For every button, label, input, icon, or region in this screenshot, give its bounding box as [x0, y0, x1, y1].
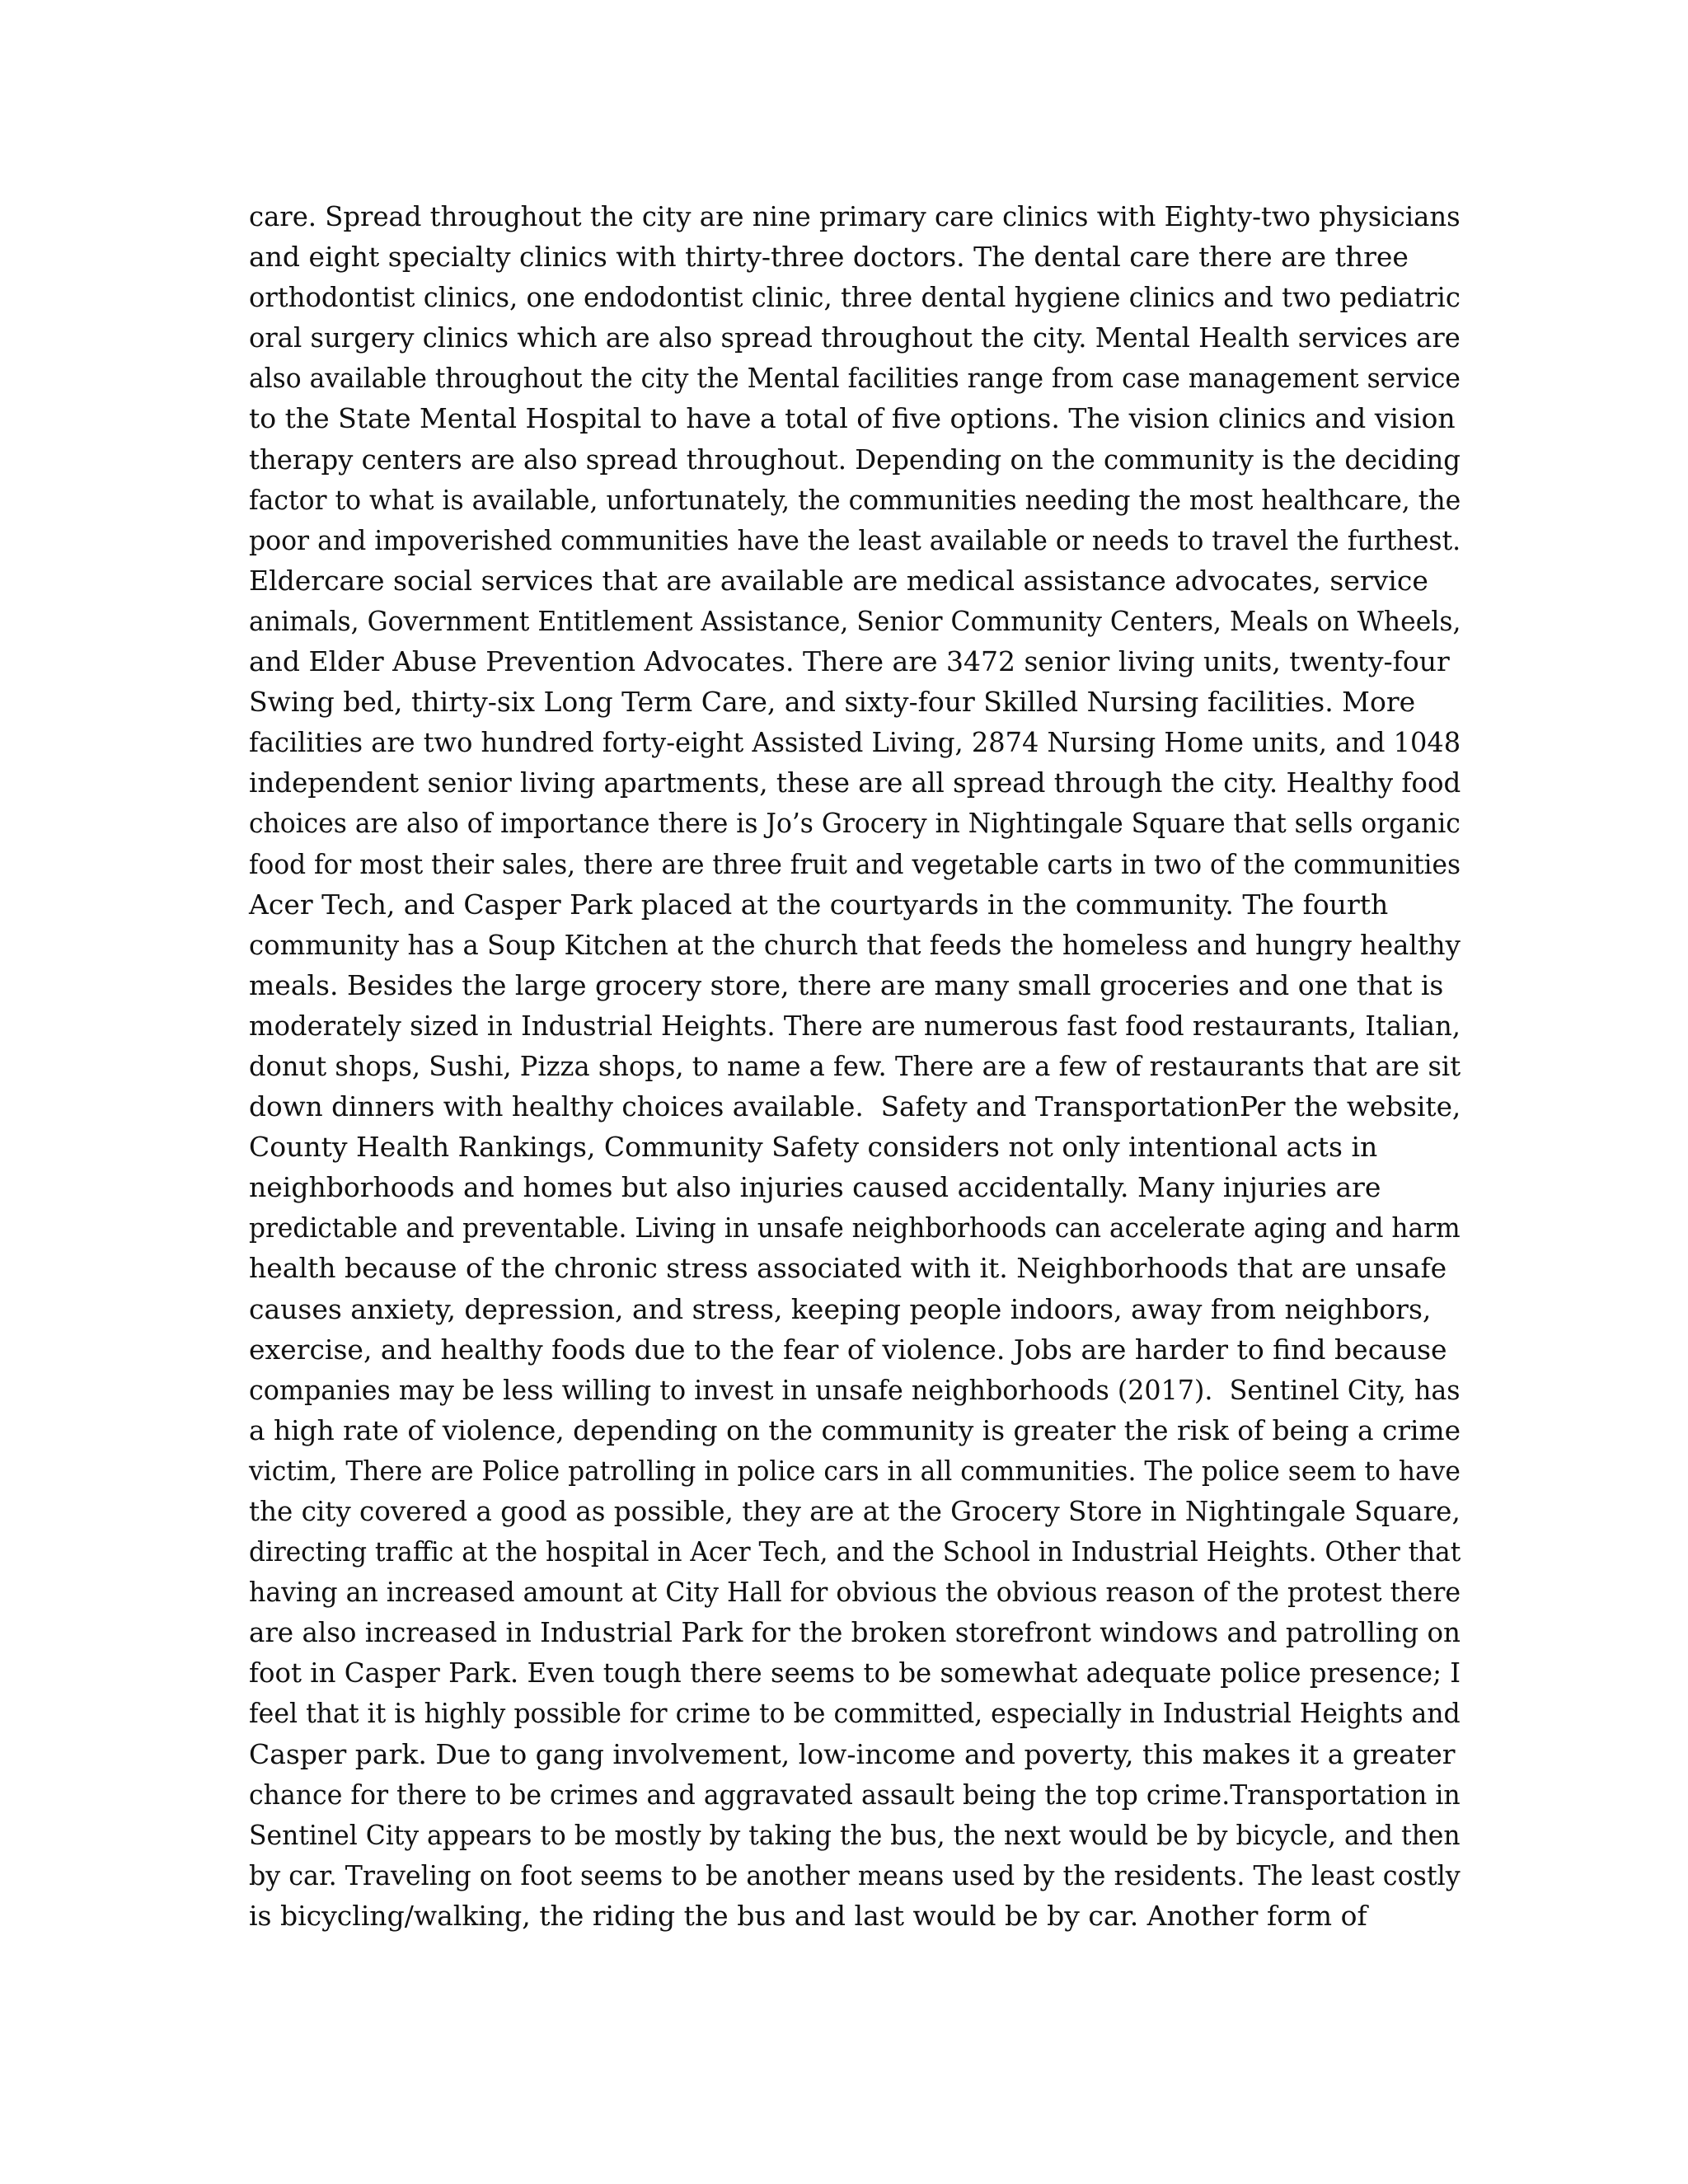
text-line: causes anxiety, depression, and stress, keeping people indoors, away from neighbors,: [249, 1292, 1432, 1325]
text-line: directing traffic at the hospital in Acer Tech, and the School in Industrial Heights. Other that: [249, 1535, 1461, 1568]
text-line: donut shops, Sushi, Pizza shops, to name a few. There are a few of restaurants that are sit: [249, 1049, 1461, 1082]
text-line: chance for there to be crimes and aggravated assault being the top crime.Transportation in: [249, 1778, 1461, 1811]
text-line: independent senior living apartments, these are all spread through the city. Healthy food: [249, 766, 1461, 799]
text-line: foot in Casper Park. Even tough there seems to be somewhat adequate police presence; I: [249, 1657, 1461, 1690]
text-line: are also increased in Industrial Park for the broken storefront windows and patrolling on: [249, 1616, 1461, 1649]
text-line: choices are also of importance there is Jo’s Grocery in Nightingale Square that sells organic: [249, 807, 1461, 840]
text-line: Sentinel City appears to be mostly by taking the bus, the next would be by bicycle, and then: [249, 1818, 1461, 1851]
text-line: oral surgery clinics which are also spread throughout the city. Mental Health services are: [249, 321, 1461, 354]
text-line: care. Spread throughout the city are nine primary care clinics with Eighty-two physicians: [249, 200, 1461, 232]
text-line: food for most their sales, there are three fruit and vegetable carts in two of the communities: [249, 847, 1461, 880]
text-line: therapy centers are also spread throughout. Depending on the community is the deciding: [249, 443, 1461, 476]
text-line: by car. Traveling on foot seems to be another means used by the residents. The least costly: [249, 1858, 1461, 1891]
text-line: factor to what is available, unfortunately, the communities needing the most healthcare, the: [249, 483, 1461, 516]
text-line: is bicycling/walking, the riding the bus and last would be by car. Another form of: [249, 1899, 1367, 1932]
text-line: meals. Besides the large grocery store, there are many small groceries and one that is: [249, 968, 1444, 1001]
text-line: down dinners with healthy choices available. Safety and TransportationPer the website,: [249, 1090, 1461, 1123]
text-line: orthodontist clinics, one endodontist clinic, three dental hygiene clinics and two pediatric: [249, 281, 1461, 314]
text-line: County Health Rankings, Community Safety considers not only intentional acts in: [249, 1131, 1378, 1164]
text-line: facilities are two hundred forty-eight Assisted Living, 2874 Nursing Home units, and 1048: [249, 726, 1461, 759]
text-line: to the State Mental Hospital to have a total of five options. The vision clinics and vision: [249, 402, 1456, 435]
text-line: victim, There are Police patrolling in police cars in all communities. The police seem to have: [249, 1454, 1461, 1487]
text-line: neighborhoods and homes but also injuries caused accidentally. Many injuries are: [249, 1171, 1381, 1204]
text-line: Acer Tech, and Casper Park placed at the courtyards in the community. The fourth: [249, 888, 1389, 921]
text-line: moderately sized in Industrial Heights. There are numerous fast food restaurants, Italian,: [249, 1009, 1461, 1042]
text-line: community has a Soup Kitchen at the church that feeds the homeless and hungry healthy: [249, 928, 1461, 961]
text-line: poor and impoverished communities have the least available or needs to travel the furthest.: [249, 523, 1461, 556]
text-line: health because of the chronic stress associated with it. Neighborhoods that are unsafe: [249, 1252, 1447, 1285]
text-line: a high rate of violence, depending on the community is greater the risk of being a crime: [249, 1413, 1461, 1446]
text-line: Eldercare social services that are available are medical assistance advocates, service: [249, 564, 1428, 597]
text-line: animals, Government Entitlement Assistance, Senior Community Centers, Meals on Wheels,: [249, 604, 1461, 637]
text-line: and Elder Abuse Prevention Advocates. There are 3472 senior living units, twenty-four: [249, 645, 1450, 678]
text-line: and eight specialty clinics with thirty-three doctors. The dental care there are three: [249, 241, 1409, 274]
text-line: the city covered a good as possible, they are at the Grocery Store in Nightingale Square,: [249, 1495, 1461, 1527]
text-line: predictable and preventable. Living in unsafe neighborhoods can accelerate aging and harm: [249, 1212, 1461, 1244]
text-line: companies may be less willing to invest in unsafe neighborhoods (2017). Sentinel City, has: [249, 1373, 1461, 1406]
text-line: feel that it is highly possible for crime to be committed, especially in Industrial Heights and: [249, 1697, 1461, 1730]
text-line: Casper park. Due to gang involvement, low-income and poverty, this makes it a greater: [249, 1737, 1456, 1770]
text-line: exercise, and healthy foods due to the fear of violence. Jobs are harder to find because: [249, 1333, 1447, 1366]
text-line: also available throughout the city the Mental facilities range from case management service: [249, 362, 1461, 395]
text-line: having an increased amount at City Hall for obvious the obvious reason of the protest there: [249, 1576, 1461, 1609]
body-text: [249, 196, 1461, 1936]
text-line: Swing bed, thirty-six Long Term Care, and sixty-four Skilled Nursing facilities. More: [249, 686, 1416, 719]
